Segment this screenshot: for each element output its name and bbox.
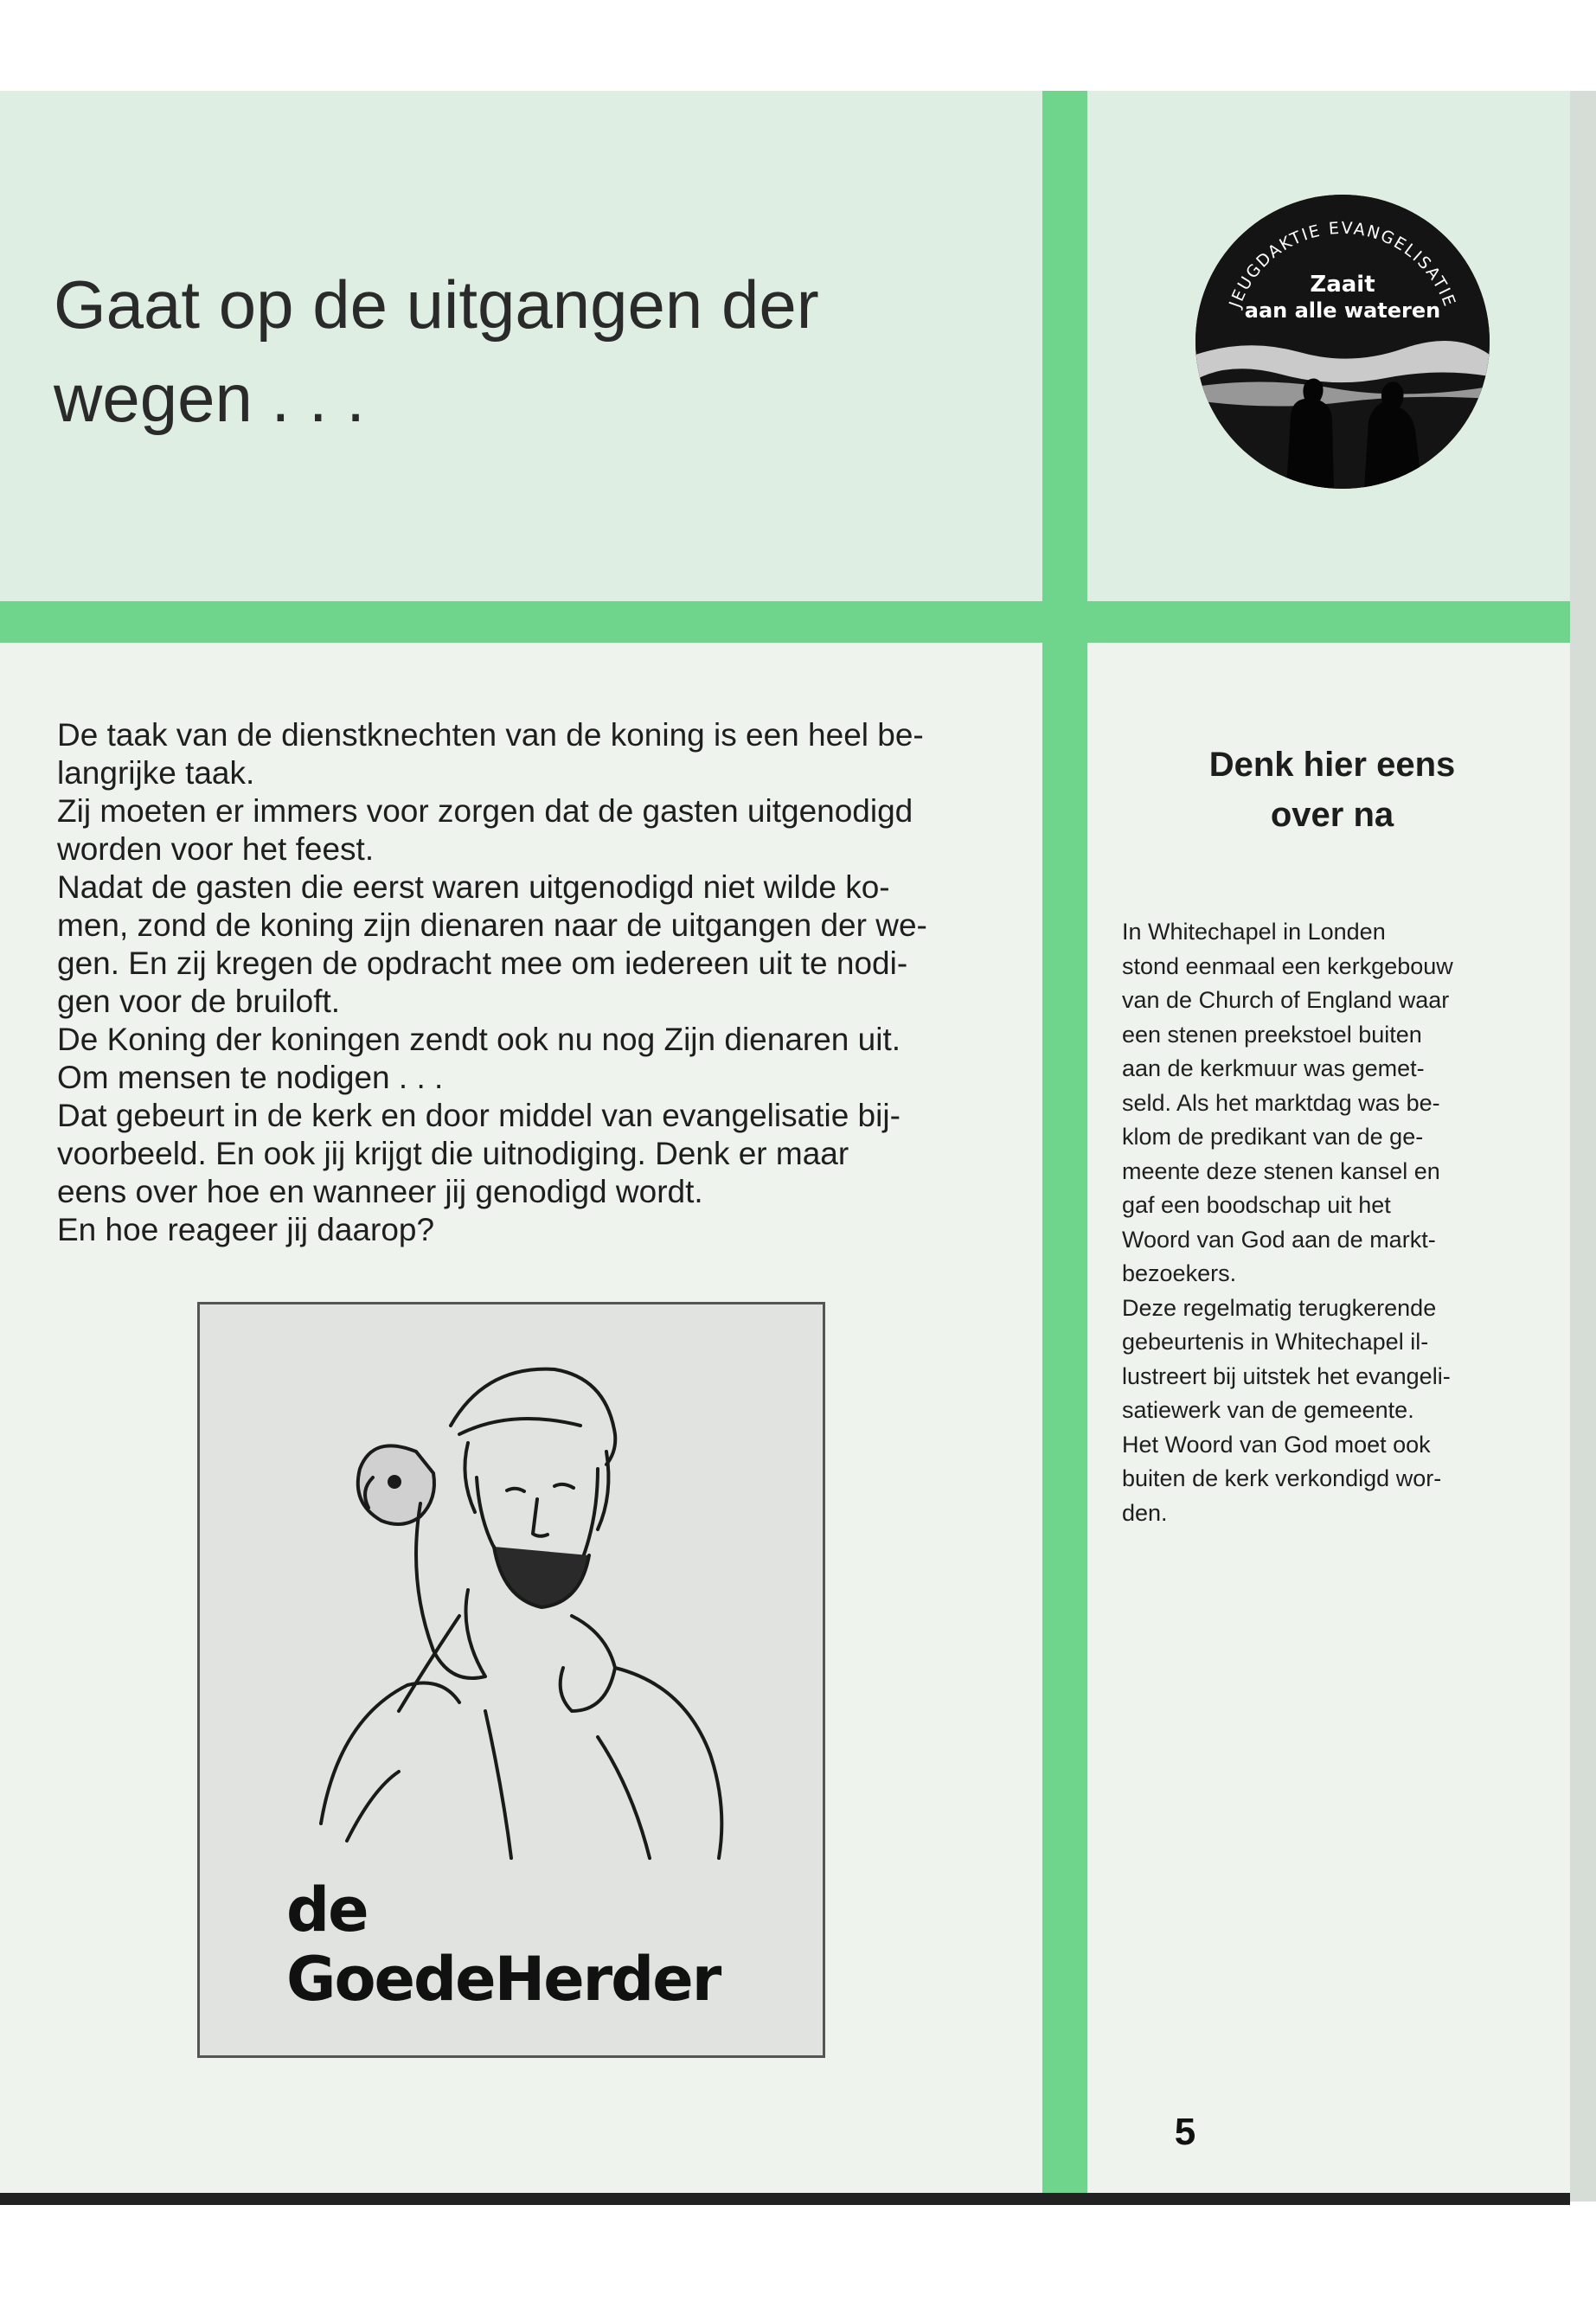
sidebar-text bbox=[1122, 915, 1511, 1530]
sidebar-line: meente deze stenen kansel en bbox=[1122, 1157, 1440, 1184]
sidebar-line: gaf een boodschap uit het bbox=[1122, 1192, 1391, 1218]
body-line: De Koning der koningen zendt ook nu nog Zijn dienaren uit. bbox=[57, 1022, 901, 1057]
sidebar-line: een stenen preekstoel buiten bbox=[1122, 1021, 1422, 1048]
page-number: 5 bbox=[1174, 2111, 1196, 2153]
sidebar-line: satiewerk van de gemeente. bbox=[1122, 1397, 1414, 1423]
title-line: wegen . . . bbox=[54, 360, 365, 436]
badge-graphic bbox=[1195, 195, 1490, 489]
body-line: gen voor de bruiloft. bbox=[57, 984, 341, 1019]
page-title bbox=[54, 258, 1022, 445]
caption-line: de bbox=[286, 1875, 368, 1945]
main-article-text bbox=[57, 716, 974, 1249]
body-line: Zij moeten er immers voor zorgen dat de gasten uitgenodigd bbox=[57, 793, 913, 829]
sidebar-line: seld. Als het marktdag was be- bbox=[1122, 1089, 1440, 1116]
green-horizontal-rule bbox=[0, 601, 1570, 643]
badge-arc-text: JEUGDAKTIE EVANGELISATIE bbox=[1225, 218, 1460, 311]
title-line: Gaat op de uitgangen der bbox=[54, 266, 819, 343]
sidebar-line: Het Woord van God moet ook bbox=[1122, 1431, 1431, 1458]
sidebar-line: gebeurtenis in Whitechapel il- bbox=[1122, 1329, 1429, 1355]
body-line: gen. En zij kregen de opdracht mee om iedereen uit te nodi- bbox=[57, 945, 908, 981]
bottom-edge-line bbox=[0, 2193, 1570, 2205]
sidebar-line: lustreert bij uitstek het evangeli- bbox=[1122, 1362, 1451, 1389]
body-line: worden voor het feest. bbox=[57, 831, 375, 867]
body-line: langrijke taak. bbox=[57, 755, 255, 791]
sidebar-line: van de Church of England waar bbox=[1122, 987, 1450, 1013]
next-page-edge bbox=[1570, 91, 1596, 2202]
badge-line2: aan alle wateren bbox=[1244, 298, 1441, 323]
sidebar-line: stond eenmaal een kerkgebouw bbox=[1122, 952, 1453, 979]
sidebar-heading-line: Denk hier eens bbox=[1208, 746, 1456, 784]
sidebar-line: klom de predikant van de ge- bbox=[1122, 1124, 1424, 1150]
body-line: Nadat de gasten die eerst waren uitgenodigd niet wilde ko- bbox=[57, 869, 890, 905]
sidebar-line: Woord van God aan de markt- bbox=[1122, 1226, 1436, 1253]
sidebar-line: den. bbox=[1122, 1499, 1168, 1526]
body-line: En hoe reageer jij daarop? bbox=[57, 1212, 435, 1247]
green-vertical-rule bbox=[1042, 91, 1087, 2202]
badge-line1: Zaait bbox=[1310, 272, 1375, 298]
body-line: voorbeeld. En ook jij krijgt die uitnodiging. Denk er maar bbox=[57, 1136, 849, 1171]
caption-line: GoedeHerder bbox=[286, 1944, 721, 2015]
good-shepherd-illustration bbox=[197, 1302, 825, 2058]
body-line: men, zond de koning zijn dienaren naar de uitgangen der we- bbox=[57, 907, 927, 943]
sidebar-heading bbox=[1151, 740, 1514, 840]
body-line: eens over hoe en wanneer jij genodigd wordt. bbox=[57, 1174, 703, 1209]
sidebar-heading-line: over na bbox=[1270, 796, 1394, 834]
sidebar-line: buiten de kerk verkondigd wor- bbox=[1122, 1465, 1442, 1491]
sidebar-line: aan de kerkmuur was gemet- bbox=[1122, 1055, 1425, 1081]
body-line: De taak van de dienstknechten van de koning is een heel be- bbox=[57, 717, 924, 753]
body-line: Om mensen te nodigen . . . bbox=[57, 1060, 444, 1095]
sidebar-line: bezoekers. bbox=[1122, 1260, 1237, 1286]
jeugdaktie-badge bbox=[1195, 195, 1490, 489]
sidebar-line: Deze regelmatig terugkerende bbox=[1122, 1294, 1437, 1321]
illustration-caption bbox=[286, 1875, 805, 2014]
sidebar-line: In Whitechapel in Londen bbox=[1122, 919, 1386, 945]
body-line: Dat gebeurt in de kerk en door middel van evangelisatie bij- bbox=[57, 1098, 901, 1133]
